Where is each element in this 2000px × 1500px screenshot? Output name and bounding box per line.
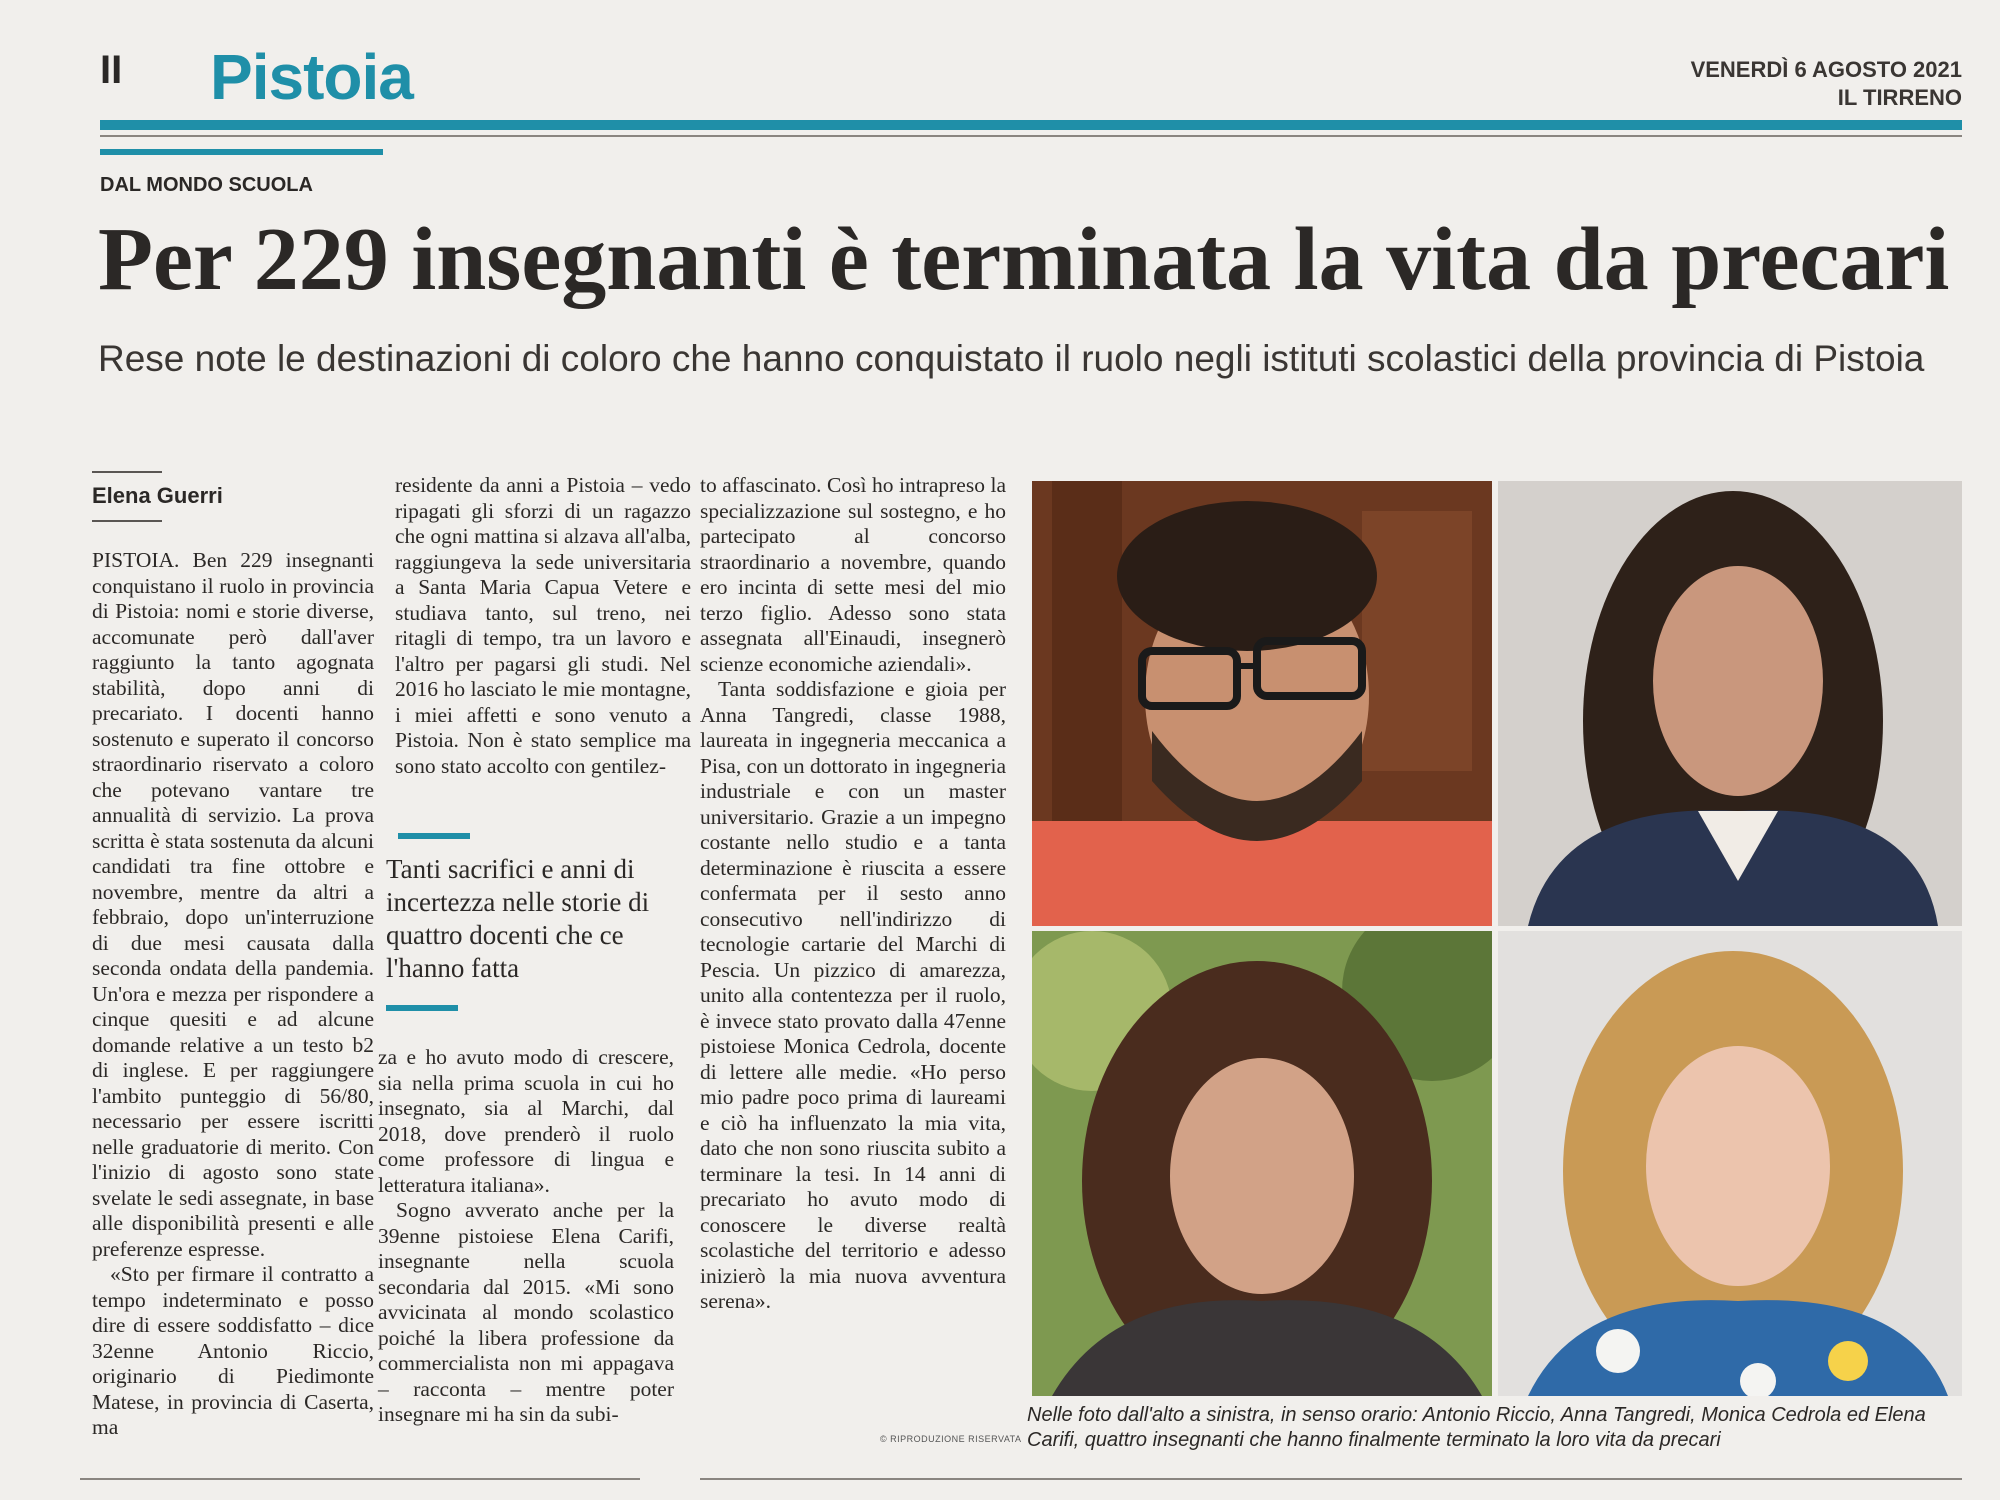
header-rule-thick <box>100 120 1962 130</box>
header-rule-thin <box>100 135 1962 137</box>
byline: Elena Guerri <box>92 483 223 508</box>
photo-grid <box>1032 481 1962 1396</box>
byline-rule-top <box>92 471 162 473</box>
pullquote-rule-top <box>398 833 470 839</box>
paragraph: za e ho avuto modo di crescere, sia nella prima scuola in cui ho insegnato, sia al Marchi, dal 2018, dove prenderò il ruolo come professore di lingua e letteratura italiana». <box>378 1045 674 1197</box>
paragraph: residente da anni a Pistoia – vedo ripagati gli sforzi di un ragazzo che ogni mattina si alzava all'alba, raggiungeva la sede universitaria a Santa Maria Capua Vetere e studiava tanto, sul treno, nei ritagli di tempo, tra un lavoro e l'altro per pagarsi gli studi. Nel 2016 ho lasciato le mie montagne, i miei affetti e sono venuto a Pistoia. Non è stato semplice ma sono stato accolto con gentilez- <box>395 473 691 778</box>
article-column-2-bottom <box>378 1045 674 1428</box>
page-number: II <box>100 48 123 92</box>
paragraph: «Sto per firmare il contratto a tempo indeterminato e posso dire di essere soddisfatto – dice 32enne Antonio Riccio, originario di Piedimonte Matese, in provincia di Caserta, ma <box>92 1262 374 1439</box>
photo-elena-carifi <box>1498 931 1962 1396</box>
photo-caption: Nelle foto dall'alto a sinistra, in senso orario: Antonio Riccio, Anna Tangredi, Monica Cedrola ed Elena Carifi, quattro insegnanti che hanno finalmente terminato la loro vita da precari <box>1027 1404 1926 1451</box>
header-rule-accent <box>100 149 383 155</box>
footer-rule-left <box>80 1478 640 1480</box>
photo-anna-tangredi <box>1498 481 1962 926</box>
issue-date: VENERDÌ 6 AGOSTO 2021 <box>1690 57 1962 82</box>
article-column-2-top <box>395 473 691 779</box>
byline-rule-bottom <box>92 520 162 522</box>
kicker: DAL MONDO SCUOLA <box>100 174 313 196</box>
paragraph: PISTOIA. Ben 229 insegnanti conquistano il ruolo in provincia di Pistoia: nomi e storie diverse, accomunate però dall'aver raggiunto la tanto agognata stabilità, dopo anni di precariato. I docenti hanno sostenuto e superato il concorso straordinario riservato a coloro che potevano vantare tre annualità di servizio. La prova scritta è stata sostenuta da alcuni candidati tra fine ottobre e novembre, mentre da altri a febbraio, dopo un'interruzione di due mesi causata dalla seconda ondata della pandemia. Un'ora e mezza per rispondere a cinque quesiti e ad alcune domande relative a un testo b2 di inglese. E per raggiungere l'ambito punteggio di 56/80, necessario per essere iscritti nelle graduatorie di merito. Con l'inizio di agosto sono state svelate le sedi assegnate, in base alle disponibilità presenti e alle preferenze espresse. <box>92 548 374 1261</box>
headline: Per 229 insegnanti è terminata la vita da precari <box>98 210 1950 309</box>
footer-rule-right <box>700 1478 1962 1480</box>
pullquote-rule-bottom <box>386 1005 458 1011</box>
section-title: Pistoia <box>210 41 413 113</box>
photo-antonio-riccio <box>1032 481 1492 926</box>
subheadline: Rese note le destinazioni di coloro che hanno conquistato il ruolo negli istituti scolastici della provincia di Pistoia <box>98 338 1925 379</box>
paragraph: Tanta soddisfazione e gioia per Anna Tangredi, classe 1988, laureata in ingegneria meccanica a Pisa, con un dottorato in ingegneria industriale e con un master universitario. Grazie a un impegno costante nello studio e a tanta determinazione è riuscita a essere confermata per il sesto anno consecutivo nell'indirizzo di tecnologie cartarie del Marchi di Pescia. Un pizzico di amarezza, unito alla contentezza per il ruolo, è invece stato provato dalla 47enne pistoiese Monica Cedrola, docente di lettere alle medie. «Ho perso mio padre poco prima di laureami e ciò ha influenzato la mia vita, dato che non sono riuscita subito a terminare la tesi. In 14 anni di precariato ho avuto modo di conoscere le diverse realtà scolastiche del territorio e adesso inizierò la mia nuova avventura serena». <box>700 677 1006 1313</box>
photo-monica-cedrola <box>1032 931 1492 1396</box>
paragraph: to affascinato. Così ho intrapreso la specializzazione sul sostegno, e ho partecipato al concorso straordinario a novembre, quando ero incinta di sette mesi del mio terzo figlio. Adesso sono stata assegnata all'Einaudi, insegnerò scienze economiche aziendali». <box>700 473 1006 676</box>
rights-notice: © RIPRODUZIONE RISERVATA <box>880 1434 1022 1444</box>
dateline <box>1691 56 1962 112</box>
article-column-3 <box>700 473 1006 1315</box>
article-column-1 <box>92 548 374 1441</box>
paragraph: Sogno avverato anche per la 39enne pistoiese Elena Carifi, insegnante nella scuola secondaria dal 2015. «Mi sono avvicinata al mondo scolastico poiché la libera professione da commercialista non mi appagava – racconta – mentre poter insegnare mi ha sin da subi- <box>378 1198 674 1426</box>
pullquote: Tanti sacrifici e anni di incertezza nelle storie di quattro docenti che ce l'hanno fatta <box>386 854 650 983</box>
newspaper-name: IL TIRRENO <box>1837 85 1962 110</box>
